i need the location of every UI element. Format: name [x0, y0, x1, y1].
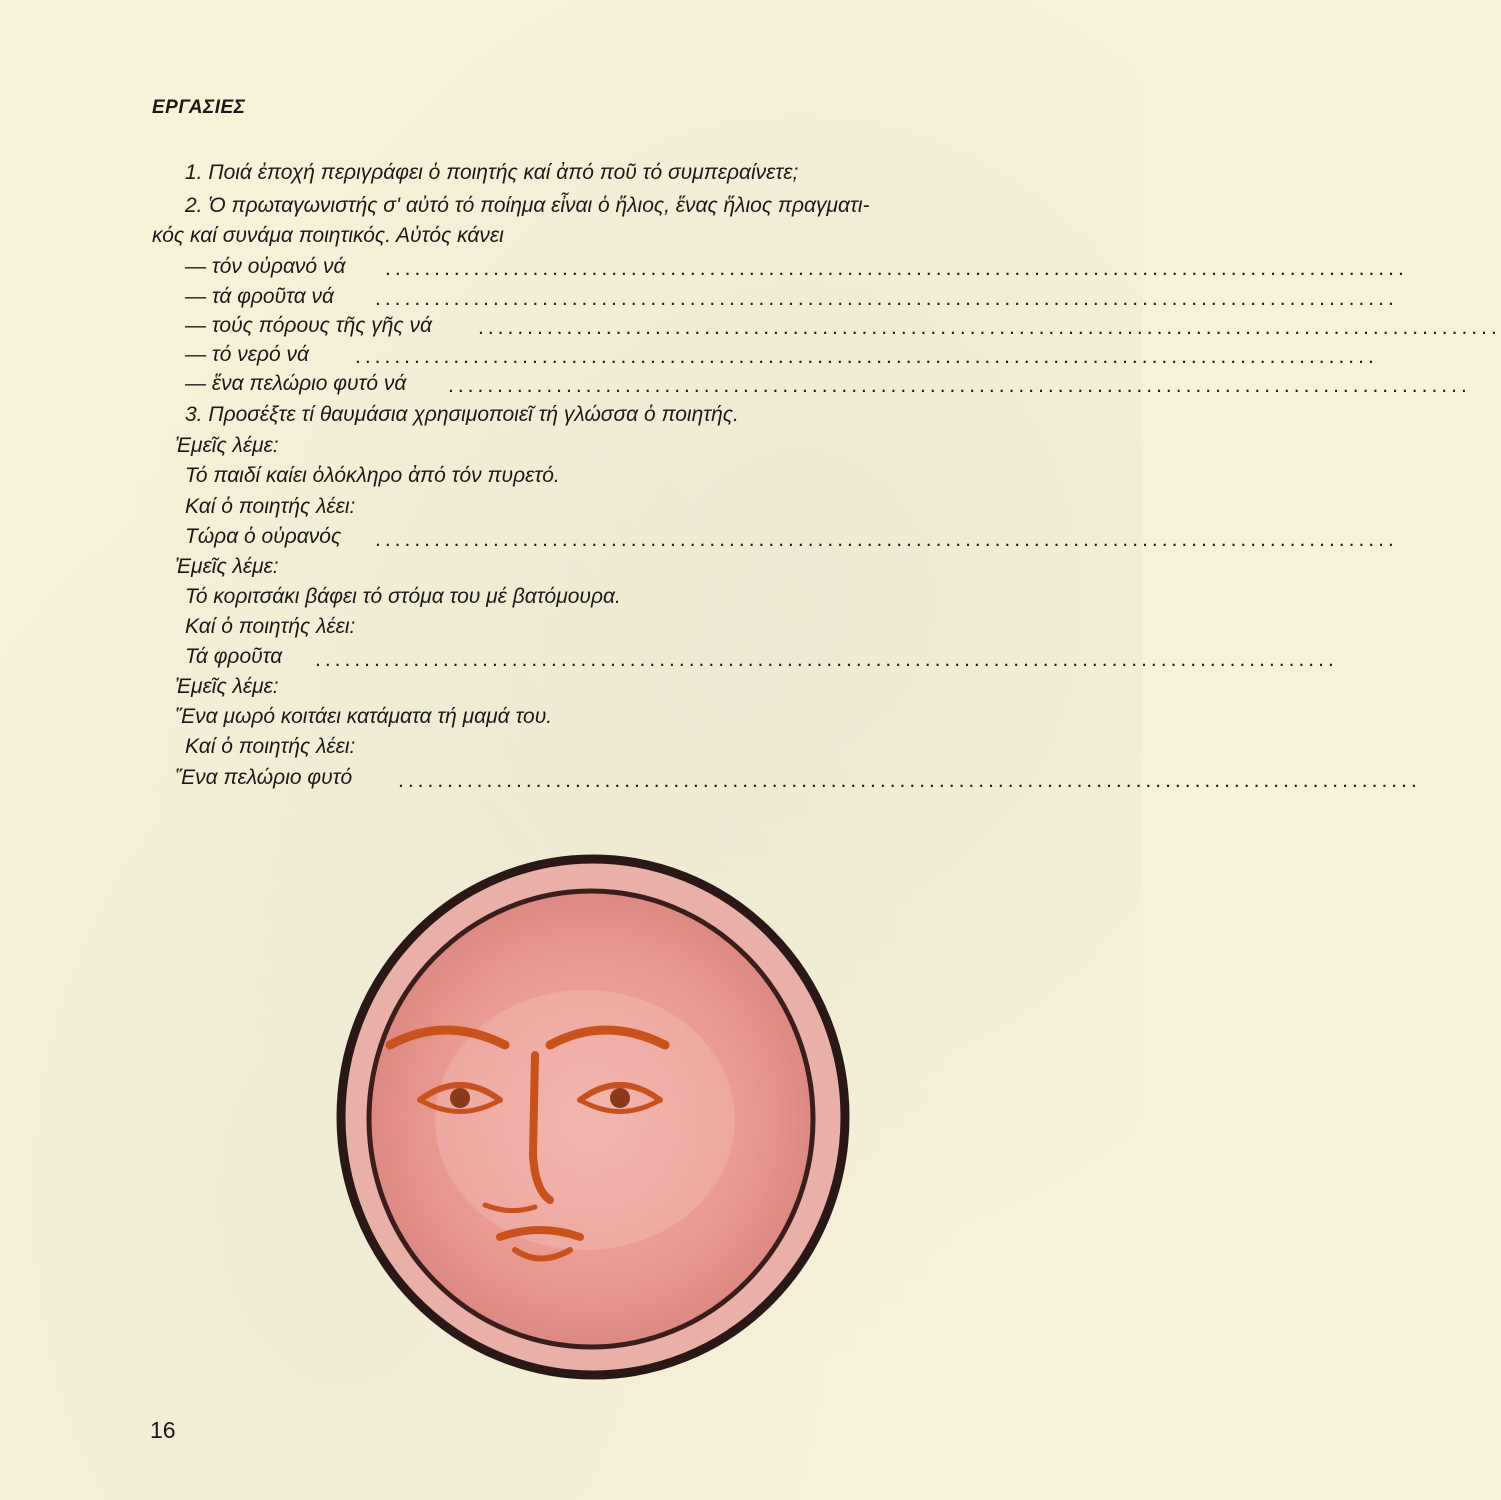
answer-blank: ........................................................................................................: [385, 257, 1408, 280]
example-sentence-1: Τό παιδί καίει ὁλόκληρο ἀπό τόν πυρετό.: [185, 464, 560, 487]
right-pupil: [610, 1088, 630, 1108]
completion-water: — τό νερό νά: [185, 343, 309, 366]
example-sentence-2: Τό κοριτσάκι βάφει τό στόμα του μέ βατόμουρα.: [185, 585, 621, 608]
poet-says-label: Καί ὁ ποιητής λέει:: [185, 735, 356, 758]
poet-says-label: Καί ὁ ποιητής λέει:: [185, 495, 356, 518]
completion-giant-plant: — ἕνα πελώριο φυτό νά: [185, 372, 407, 395]
completion-fruits: — τά φροῦτα νά: [185, 285, 334, 308]
poet-answer-2: Τά φροῦτα: [185, 645, 283, 668]
poet-says-label: Καί ὁ ποιητής λέει:: [185, 615, 356, 638]
poet-answer-3: Ἕνα πελώριο φυτό: [175, 766, 353, 789]
question-2-line-2: κός καί συνάμα ποιητικός. Αὐτός κάνει: [152, 224, 504, 247]
question-3: 3. Προσέξτε τί θαυμάσια χρησιμοποιεῖ τή γλώσσα ὁ ποιητής.: [185, 403, 739, 426]
answer-blank: ........................................................................................................: [478, 316, 1501, 339]
sun-face-illustration: [335, 855, 855, 1385]
completion-earth-pores: — τούς πόρους τῆς γῆς νά: [185, 314, 432, 337]
answer-blank: ........................................................................................................: [448, 374, 1471, 397]
left-pupil: [450, 1088, 470, 1108]
answer-blank: ........................................................................................................: [375, 287, 1398, 310]
question-1: 1. Ποιά ἐποχή περιγράφει ὁ ποιητής καί ἀπό ποῦ τό συμπεραίνετε;: [185, 161, 799, 184]
question-2-line-1: 2. Ὁ πρωταγωνιστής σ' αὐτό τό ποίημα εἶναι ὁ ἥλιος, ἕνας ἥλιος πραγματι-: [185, 194, 870, 217]
we-say-label: Ἐμεῖς λέμε:: [175, 434, 279, 457]
answer-blank: ........................................................................................................: [355, 345, 1378, 368]
we-say-label: Ἐμεῖς λέμε:: [175, 675, 279, 698]
answer-blank: ........................................................................................................: [315, 648, 1338, 671]
answer-blank: ........................................................................................................: [375, 528, 1398, 551]
example-sentence-3: Ἕνα μωρό κοιτάει κατάματα τή μαμά του.: [175, 705, 553, 728]
answer-blank: ........................................................................................................: [398, 769, 1421, 792]
exercises-heading: ΕΡΓΑΣΙΕΣ: [152, 97, 246, 118]
we-say-label: Ἐμεῖς λέμε:: [175, 555, 279, 578]
completion-sky: — τόν οὐρανό νά: [185, 255, 346, 278]
page-number: 16: [150, 1417, 176, 1443]
poet-answer-1: Τώρα ὁ οὐρανός: [185, 525, 342, 548]
